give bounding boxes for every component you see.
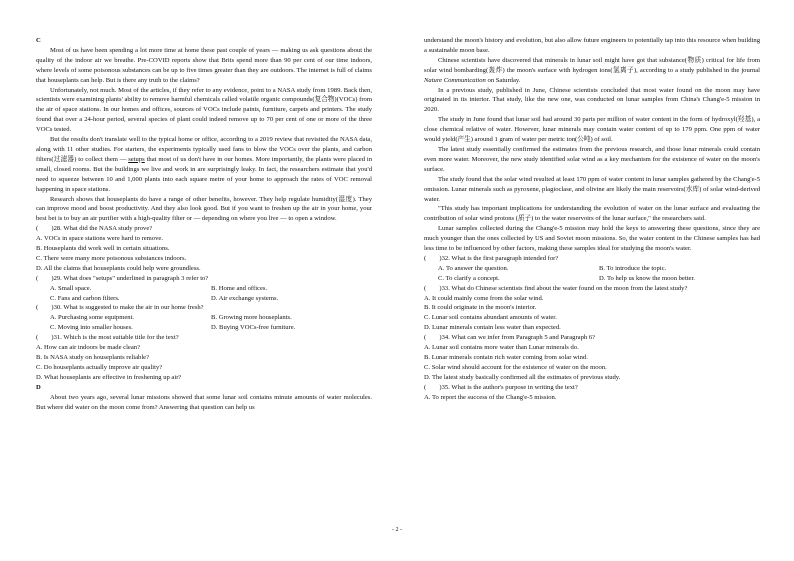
q28-option-d: D. All the claims that houseplants could help were groundless. [36, 264, 201, 272]
q34-option-c: C. Solar wind should account for the existence of water on the moon. [424, 363, 607, 371]
left-column [36, 36, 372, 412]
q32-option-a: A. To answer the question. [438, 264, 509, 272]
question-30: ( )30. What is suggested to make the air in our home fresh? [36, 304, 204, 312]
q35-option-a: A. To report the success of the Chang'e-5 mission. [424, 393, 557, 401]
q32-option-d: D. To help us know the moon better. [599, 274, 695, 282]
passage-d-paragraph-2 [424, 56, 760, 86]
q30-option-a: A. Purchasing some equipment. [50, 314, 135, 322]
q28-option-c: C. There were many more poisonous substances indoors. [36, 254, 187, 262]
right-column [424, 36, 760, 403]
passage-c-paragraph-2: Unfortunately, not much. Most of the articles, if they refer to any evidence, point to a NASA study from 1989. Back then, scientists were examining plants' ability to remove harmful chemicals called volatile organic compounds(复合物)(VOCs) from the air of space stations. In our homes and offices, sources of VOCs include paints, furniture, carpets and printers. The study found that over a 24-hour period, several species of plant could indeed remove up to 70 per cent of one or more of the three VOCs tested. [36, 86, 372, 134]
question-34: ( )34. What can we infer from Paragraph 5 and Paragraph 6? [424, 334, 596, 342]
question-29: ( )29. What does "setups" underlined in paragraph 3 refer to? [36, 274, 209, 282]
passage-d-paragraph-5: The latest study essentially confirmed the estimates from the previous research, and those lunar minerals could contain even more water. Moreover, the new study identified solar wind as a key mechanism for the existence of water on the moon's surface. [424, 145, 760, 173]
q28-option-a: A. VOCs in space stations were hard to remove. [36, 235, 163, 243]
q31-option-b: B. Is NASA study on houseplants reliable? [36, 354, 149, 361]
q28-option-b: B. Houseplants did work well in certain situations. [36, 245, 170, 253]
passage-c-paragraph-1: Most of us have been spending a lot more time at home these past couple of years — making us ask questions about the quality of the indoor air we breathe. Pre-COVID reports show that Brits spend more than 90 per cent of our time indoors, where levels of some poisonous substances can be up to five times greater than they are outdoors. The internet is full of claims that houseplants can help. But is there any truth to the claims? [36, 46, 372, 84]
underlined-word-setups: setups [128, 155, 145, 163]
passage-d-paragraph-1: About two years ago, several lunar missions showed that some lunar soil contains minute amounts of water molecules. But where did water on the moon come from? Answering that question can help us [36, 393, 372, 411]
section-c-heading: C [36, 37, 41, 44]
passage-d-paragraph-6: The study found that the solar wind resulted at least 170 ppm of water content in lunar samples gathered by the Chang'e-5 omission. Lunar minerals such as pyroxene, plagioclase, and olivine are likely the main reservoirs(水库) of solar wind-derived water. [424, 175, 760, 203]
q29-option-c: C. Fans and carbon filters. [50, 294, 120, 302]
paragraph-2-text-b: on Saturday. [487, 76, 521, 84]
section-d-heading: D [36, 383, 41, 391]
q33-option-b: B. It could originate in the moon's interior. [424, 304, 537, 312]
q33-option-c: C. Lunar soil contains abundant amounts of water. [424, 314, 557, 322]
q32-option-b: B. To introduce the topic. [599, 264, 667, 272]
question-35: ( )35. What is the author's purpose in writing the text? [424, 383, 578, 391]
question-32: ( )32. What is the first paragraph intended for? [424, 254, 559, 262]
q34-option-d: D. The latest study basically confirmed all the estimates of previous study. [424, 373, 621, 381]
question-28: ( )28. What did the NASA study prove? [36, 225, 153, 233]
passage-d-paragraph-1-continued: understand the moon's history and evolution, but also allow future engineers to potentially tap into this resource when building a sustainable moon base. [424, 37, 760, 54]
paragraph-3-text-b: that most of us don't have in our homes. More importantly, the plants were placed in small, closed rooms. But the buildings we live and work in are surprisingly leaky. In fact, the researchers estimate that you'd need to squeeze between 10 and 1,000 plants into each square metre of your home to approach the rates of VOC removal happening in space stations. [36, 155, 372, 193]
passage-d-paragraph-7: "This study has important implications for understanding the evolution of water on the lunar surface and evaluating the contribution of solar wind protons (质子) to the water reservoirs of the lunar surface," the researchers said. [424, 205, 760, 223]
q32-option-c: C. To clarify a concept. [438, 274, 500, 282]
q34-option-a: A. Lunar soil contains more water than Lunar minerals do. [424, 344, 579, 352]
paragraph-3-text-a: But the results don't translate well to the typical home or office, according to a 2019 review that revisited the NASA data, along with 11 other studies. For starters, the experiments typically used fans to blow the VOCs over the plants, and carbon filters(过滤器) to collect them — [36, 136, 372, 163]
q29-option-d: D. Air exchange systems. [211, 294, 279, 302]
q34-option-b: B. Lunar minerals contain rich water coming from solar wind. [424, 354, 588, 361]
q31-option-d: D. What houseplants are effective in freshening up air? [36, 373, 182, 381]
page-number: - 2 - [392, 527, 402, 533]
question-33: ( )33. What do Chinese scientists find about the water found on the moon from the latest study? [424, 284, 688, 292]
q31-option-c: C. Do houseplants actually improve air quality? [36, 363, 163, 371]
passage-d-paragraph-8: Lunar samples collected during the Chang'e-5 mission may hold the keys to answering these questions, since they are much younger than the ones collected by US and Soviet moon missions. So, the water content in the Chinese samples has had less time to be influenced by other factors, making these samples ideal for studying the moon's water. [424, 225, 760, 253]
journal-name: Nature Communication [424, 76, 486, 84]
q33-option-d: D. Lunar minerals contain less water than expected. [424, 324, 561, 332]
passage-c-paragraph-3 [36, 135, 372, 194]
q30-option-d: D. Buying VOCs-free furniture. [211, 324, 296, 332]
paragraph-2-text-a: Chinese scientists have discovered that minerals in lunar soil might have got that substance(物质) critical for life from solar wind bombarding(轰炸) the moon's surface with hydrogen ions(氢离子), according to a study published in the journal [424, 56, 760, 74]
question-31: ( )31. Which is the most suitable title for the text? [36, 334, 179, 342]
passage-c-paragraph-4: Research shows that houseplants do have a range of other benefits, however. They help regulate humidity(湿度). They can improve mood and boost productivity. And they also look good. But if you want to freshen up the air in your home, your best bet is to buy an air purifier with a high-quality filter or — depending on where you live — to open a window. [36, 195, 372, 223]
q33-option-a: A. It could mainly come from the solar wind. [424, 294, 544, 302]
q30-option-c: C. Moving into smaller houses. [50, 324, 133, 332]
q29-option-a: A. Small space. [50, 284, 92, 292]
passage-d-paragraph-4: The study in June found that lunar soil had around 30 parts per million of water content in the form of hydroxyl(羟基), a close chemical relative of water. However, lunar minerals may contain water content of up to 179 ppm. One ppm of water would yield(产生) around 1 gram of water per metric ton(公吨) of soil. [424, 116, 760, 144]
q30-option-b: B. Growing more houseplants. [211, 314, 292, 322]
q29-option-b: B. Home and offices. [211, 284, 268, 292]
q31-option-a: A. How can air indoors be made clean? [36, 344, 140, 352]
passage-d-paragraph-3: In a previous study, published in June, Chinese scientists concluded that most water found on the moon may have originated in its interior. That study, like the new one, was conducted on lunar samples from China's Chang'e-5 mission in 2020. [424, 86, 760, 114]
